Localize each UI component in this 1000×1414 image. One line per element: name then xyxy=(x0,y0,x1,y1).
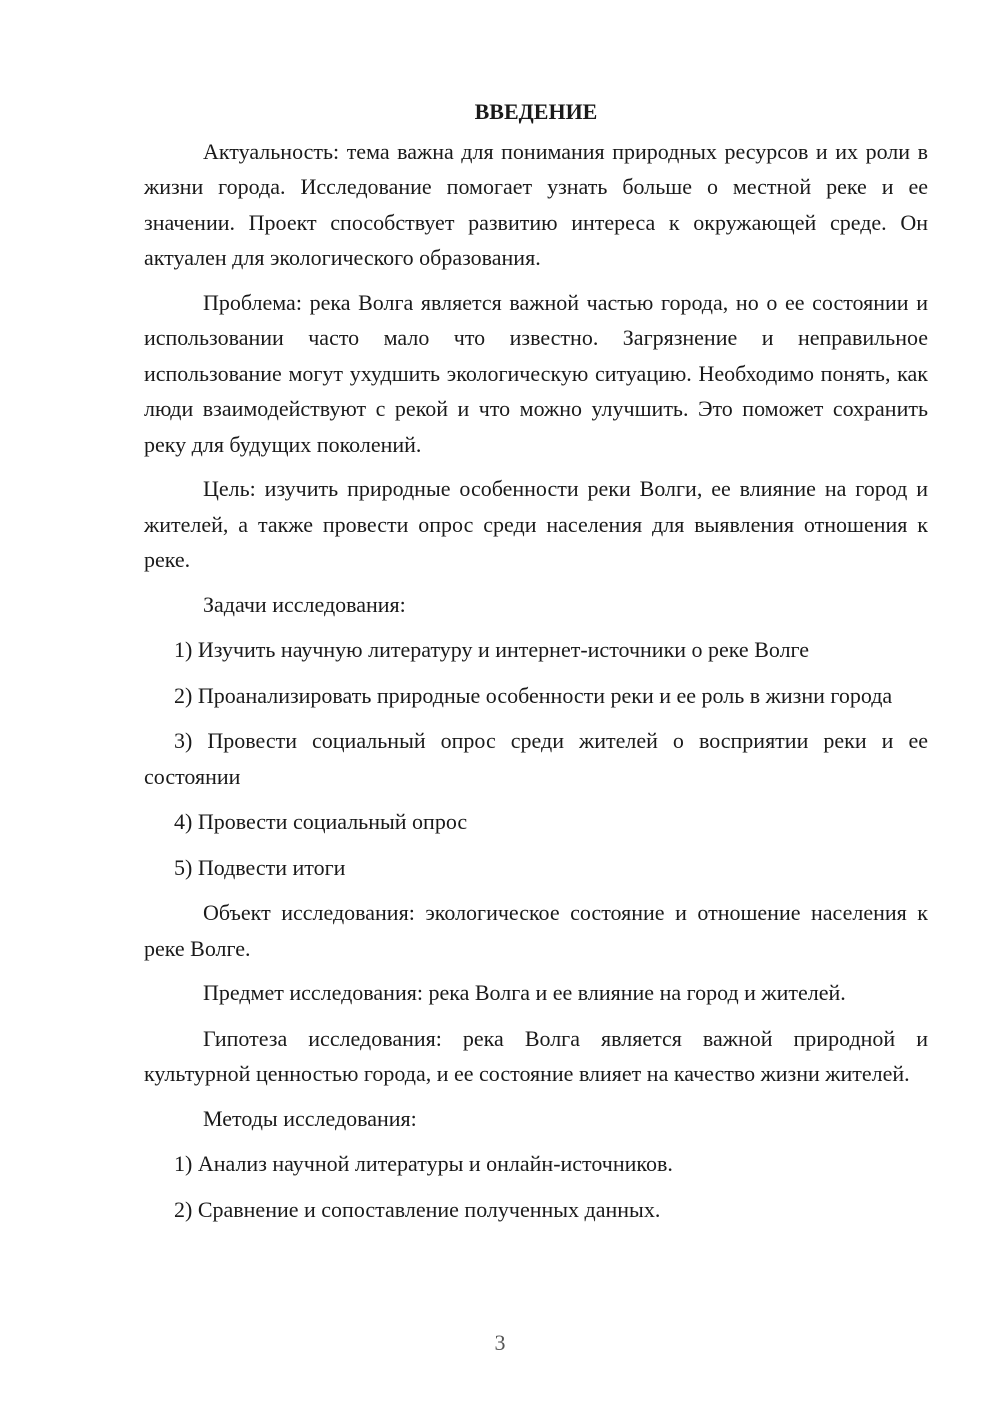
document-page xyxy=(144,94,928,1237)
section-title: ВВЕДЕНИЕ xyxy=(474,99,598,124)
task-item-3: 3) Провести социальный опрос среди жителей о восприятии реки и ее состоянии xyxy=(144,728,928,789)
task-item-5: 5) Подвести итоги xyxy=(174,854,346,880)
paragraph-hypothesis: Гипотеза исследования: река Волга является важной природной и культурной ценностью города, и ее состояние влияет на качество жизни жителей. xyxy=(144,1025,928,1086)
paragraph-relevance: Актуальность: тема важна для понимания природных ресурсов и их роли в жизни города. Исследование помогает узнать больше о местной реке и ее значении. Проект способствует развитию интереса к окружающей среде. Он актуален для экологического образования. xyxy=(144,138,928,270)
task-item-2: 2) Проанализировать природные особенности реки и ее роль в жизни города xyxy=(174,682,893,708)
method-item-2: 2) Сравнение и сопоставление полученных данных. xyxy=(174,1196,661,1222)
page-number: 3 xyxy=(494,1330,506,1355)
paragraph-goal: Цель: изучить природные особенности реки Волги, ее влияние на город и жителей, а также провести опрос среди населения для выявления отношения к реке. xyxy=(144,476,928,572)
paragraph-subject: Предмет исследования: река Волга и ее влияние на город и жителей. xyxy=(203,980,846,1005)
task-item-1: 1) Изучить научную литературу и интернет-источники о реке Волге xyxy=(174,637,810,662)
tasks-heading: Задачи исследования: xyxy=(203,591,406,617)
paragraph-object: Объект исследования: экологическое состояние и отношение населения к реке Волге. xyxy=(144,900,928,961)
method-item-1: 1) Анализ научной литературы и онлайн-источников. xyxy=(174,1151,673,1176)
methods-heading: Методы исследования: xyxy=(203,1105,417,1131)
paragraph-problem: Проблема: река Волга является важной частью города, но о ее состоянии и использовании часто мало что известно. Загрязнение и неправильное использование могут ухудшить экологическую ситуацию. Необходимо понять, как люди взаимодействуют с рекой и что можно улучшить. Это поможет сохранить реку для будущих поколений. xyxy=(144,289,928,457)
task-item-4: 4) Провести социальный опрос xyxy=(174,809,468,834)
